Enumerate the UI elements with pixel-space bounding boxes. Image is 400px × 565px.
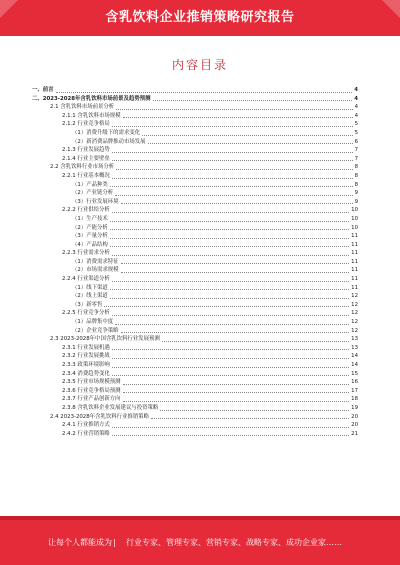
- toc-entry[interactable]: [32, 129, 358, 138]
- toc-page-number: 14: [351, 353, 358, 360]
- toc-dot-leader: [104, 306, 349, 307]
- toc-entry[interactable]: [32, 86, 358, 95]
- toc-dot-leader: [162, 341, 349, 342]
- toc-entry[interactable]: [32, 327, 358, 336]
- toc-entry[interactable]: [32, 430, 358, 439]
- toc-entry[interactable]: [32, 284, 358, 293]
- toc-page-number: 11: [351, 258, 358, 265]
- report-header-bar: [0, 0, 400, 36]
- header-corner-decoration-right: [382, 0, 400, 18]
- toc-entry-title: 2.3.3 政策环境影响: [62, 362, 110, 368]
- toc-page-number: 9: [354, 190, 358, 197]
- toc-entry[interactable]: [32, 387, 358, 396]
- toc-dot-leader: [123, 401, 350, 402]
- toc-entry[interactable]: [32, 215, 358, 224]
- toc-entry[interactable]: [32, 155, 358, 164]
- toc-entry[interactable]: [32, 163, 358, 172]
- header-corner-decoration-left: [0, 0, 18, 18]
- toc-page-number: 12: [351, 319, 358, 326]
- toc-entry-title: （2）线上渠道: [72, 293, 108, 300]
- toc-entry-title: 2.2 含乳饮料行业市场分析: [50, 164, 115, 171]
- toc-entry-title: （3）行业发展环境: [72, 198, 119, 205]
- toc-page-number: 8: [354, 172, 358, 179]
- toc-entry[interactable]: [32, 413, 358, 422]
- toc-entry[interactable]: [32, 258, 358, 267]
- toc-entry-title: 2.3.2 行业发展挑战: [62, 353, 110, 360]
- toc-entry[interactable]: [32, 232, 358, 241]
- toc-page-number: 17: [351, 387, 358, 394]
- toc-page-number: 21: [351, 430, 358, 437]
- toc-entry-title: 2.3.6 行业竞争格局预测: [62, 387, 121, 394]
- toc-entry-title: 2.3.7 行业产品创新方向: [62, 396, 121, 403]
- toc-entry[interactable]: [32, 181, 358, 190]
- toc-entry-title: 二、2023-2028年含乳饮料市场前景及趋势预测: [32, 95, 151, 102]
- toc-entry[interactable]: [32, 301, 358, 310]
- toc-page-number: 18: [351, 396, 358, 403]
- toc-dot-leader: [115, 195, 352, 196]
- toc-entry-title: （2）企业竞争策略: [72, 327, 119, 334]
- toc-entry-title: （2）产业链分析: [72, 190, 114, 197]
- toc-dot-leader: [110, 186, 353, 187]
- toc-entry-title: 一、前言: [32, 87, 54, 93]
- toc-dot-leader: [110, 221, 349, 222]
- toc-dot-leader: [112, 255, 349, 256]
- toc-entry[interactable]: [32, 224, 358, 233]
- toc-entry-title: 2.1.3 行业发展趋势: [62, 147, 110, 154]
- toc-dot-leader: [112, 375, 349, 376]
- toc-dot-leader: [112, 160, 353, 161]
- toc-entry[interactable]: [32, 370, 358, 379]
- toc-dot-leader: [110, 238, 349, 239]
- toc-entry[interactable]: [32, 275, 358, 284]
- toc-page-number: 4: [354, 104, 358, 111]
- toc-page-number: 12: [351, 301, 358, 308]
- toc-entry-title: （2）产能分析: [72, 224, 108, 231]
- toc-dot-leader: [123, 392, 350, 393]
- toc-entry[interactable]: [32, 146, 358, 155]
- toc-page-number: 15: [351, 370, 358, 377]
- toc-entry-title: 2.3.5 行业市场规模预测: [62, 379, 121, 386]
- toc-entry[interactable]: [32, 421, 358, 430]
- toc-entry-title: 2.3.8 含乳饮料企业发展建议与投资策略: [62, 404, 159, 411]
- toc-dot-leader: [112, 367, 349, 368]
- toc-entry-title: 2.4.1 行业推销方式: [62, 422, 110, 429]
- toc-dot-leader: [112, 281, 349, 282]
- toc-page-number: 19: [351, 404, 358, 411]
- toc-page-number: 8: [354, 181, 358, 188]
- toc-page-number: 11: [351, 267, 358, 274]
- toc-dot-leader: [112, 178, 353, 179]
- toc-entry[interactable]: [32, 249, 358, 258]
- toc-entry-title: 2.1.1 含乳饮料市场规模: [62, 112, 121, 119]
- toc-entry-title: 2.4 2023-2028年含乳饮料行业推销策略: [50, 413, 149, 420]
- toc-entry-title: （1）生产技术: [72, 215, 108, 222]
- toc-page-number: 20: [351, 413, 358, 420]
- toc-entry-title: （1）消费需求特征: [72, 258, 119, 265]
- report-title: 含乳饮料企业推销策略研究报告: [105, 10, 295, 25]
- toc-entry[interactable]: [32, 138, 358, 147]
- toc-page-number: 13: [351, 336, 358, 343]
- toc-page-number: 10: [351, 215, 358, 222]
- toc-page-number: 4: [354, 112, 358, 119]
- toc-entry-title: （2）新消费品牌推动市场发展: [72, 138, 146, 145]
- toc-page-number: 10: [351, 224, 358, 231]
- toc-entry-title: （4）产品结构: [72, 241, 108, 248]
- toc-entry-title: （1）产品种类: [72, 181, 108, 188]
- toc-entry-title: （3）产量分析: [72, 233, 108, 240]
- toc-page-number: 7: [354, 155, 358, 162]
- toc-dot-leader: [112, 349, 349, 350]
- toc-dot-leader: [112, 152, 353, 153]
- toc-dot-leader: [142, 135, 352, 136]
- toc-dot-leader: [121, 332, 350, 333]
- toc-dot-leader: [116, 169, 352, 170]
- toc-page-number: 11: [351, 284, 358, 291]
- toc-entry-title: 2.2.4 行业渠道分析: [62, 276, 110, 283]
- toc-dot-leader: [153, 100, 353, 101]
- toc-entry-title: 2.2.2 行业供给分析: [62, 207, 110, 214]
- toc-entry[interactable]: [32, 344, 358, 353]
- toc-entry-title: （1）线下渠道: [72, 284, 108, 291]
- toc-dot-leader: [160, 410, 349, 411]
- toc-page-number: 12: [351, 310, 358, 317]
- toc-page-number: 9: [354, 198, 358, 205]
- toc-page-number: 4: [354, 95, 358, 102]
- footer-roles-text: 行业专家、管理专家、营销专家、战略专家、成功企业家……: [126, 538, 342, 547]
- toc-dot-leader: [110, 289, 349, 290]
- toc-entry[interactable]: [32, 120, 358, 129]
- toc-entry[interactable]: [32, 112, 358, 121]
- footer-banner: [0, 520, 400, 565]
- toc-dot-leader: [121, 263, 350, 264]
- toc-dot-leader: [112, 427, 349, 428]
- toc-entry[interactable]: [32, 241, 358, 250]
- toc-entry[interactable]: [32, 318, 358, 327]
- toc-page-number: 5: [354, 129, 358, 136]
- toc-entry[interactable]: [32, 292, 358, 301]
- toc-entry-title: 2.3.1 行业发展机遇: [62, 344, 110, 351]
- toc-entry-title: 2.2.1 行业基本概况: [62, 172, 110, 179]
- toc-page-number: 8: [354, 164, 358, 171]
- toc-entry[interactable]: [32, 378, 358, 387]
- toc-dot-leader: [123, 384, 350, 385]
- toc-entry-title: 2.1 含乳饮料市场前景分析: [50, 104, 115, 111]
- toc-page-number: 5: [354, 121, 358, 128]
- toc-page-number: 11: [351, 241, 358, 248]
- toc-dot-leader: [148, 143, 353, 144]
- toc-entry-title: 2.1.4 行业主要壁垒: [62, 155, 110, 162]
- toc-page-number: 11: [351, 276, 358, 283]
- toc-page-number: 16: [351, 379, 358, 386]
- toc-dot-leader: [112, 358, 349, 359]
- toc-entry[interactable]: [32, 361, 358, 370]
- toc-page-number: 10: [351, 207, 358, 214]
- toc-entry[interactable]: [32, 352, 358, 361]
- toc-page-number: 12: [351, 293, 358, 300]
- toc-heading: 内容目录: [171, 58, 228, 72]
- toc-entry-title: 2.2.5 行业竞争分析: [62, 310, 110, 317]
- toc-entry-title: （3）新零售: [72, 301, 103, 308]
- toc-dot-leader: [112, 435, 349, 436]
- toc-entry[interactable]: [32, 404, 358, 413]
- toc-entry[interactable]: [32, 198, 358, 207]
- toc-dot-leader: [123, 117, 353, 118]
- toc-page-number: 11: [351, 250, 358, 257]
- table-of-contents: [32, 86, 358, 438]
- toc-entry-title: 2.2.3 行业需求分析: [62, 250, 110, 257]
- toc-entry[interactable]: [32, 103, 358, 112]
- toc-entry[interactable]: [32, 266, 358, 275]
- toc-dot-leader: [110, 229, 349, 230]
- toc-entry[interactable]: [32, 395, 358, 404]
- toc-dot-leader: [151, 418, 349, 419]
- toc-dot-leader: [112, 126, 353, 127]
- footer-slogan: 让每个人都能成为: [48, 538, 112, 547]
- toc-entry-title: （1）消费升级下的需求变化: [72, 129, 141, 136]
- toc-dot-leader: [115, 324, 349, 325]
- toc-entry[interactable]: [32, 172, 358, 181]
- footer-separator: |: [113, 538, 116, 547]
- toc-dot-leader: [56, 92, 353, 93]
- toc-entry[interactable]: [32, 309, 358, 318]
- toc-page-number: 20: [351, 422, 358, 429]
- toc-entry[interactable]: [32, 95, 358, 104]
- toc-dot-leader: [121, 203, 353, 204]
- toc-entry-title: 2.3.4 消费趋势变化: [62, 370, 110, 377]
- toc-entry-title: （2）市场需求规模: [72, 267, 119, 274]
- toc-page-number: 6: [354, 138, 358, 145]
- toc-entry[interactable]: [32, 335, 358, 344]
- toc-page-number: 14: [351, 362, 358, 368]
- toc-entry-title: 2.3 2023-2028年中国含乳饮料行业发展预测: [50, 336, 160, 343]
- toc-entry-title: （1）品牌集中度: [72, 319, 114, 326]
- toc-dot-leader: [112, 212, 349, 213]
- toc-dot-leader: [110, 298, 349, 299]
- toc-page-number: 11: [351, 233, 358, 240]
- toc-page-number: 7: [354, 147, 358, 154]
- toc-entry-title: 2.1.2 行业竞争格局: [62, 121, 110, 128]
- toc-dot-leader: [121, 272, 350, 273]
- toc-entry-title: 2.4.2 行业营销策略: [62, 430, 110, 437]
- toc-page-number: 13: [351, 344, 358, 351]
- toc-page-number: 4: [354, 87, 358, 93]
- toc-entry[interactable]: [32, 189, 358, 198]
- toc-page-number: 12: [351, 327, 358, 334]
- toc-dot-leader: [110, 246, 349, 247]
- toc-entry[interactable]: [32, 206, 358, 215]
- toc-dot-leader: [116, 109, 352, 110]
- toc-dot-leader: [112, 315, 349, 316]
